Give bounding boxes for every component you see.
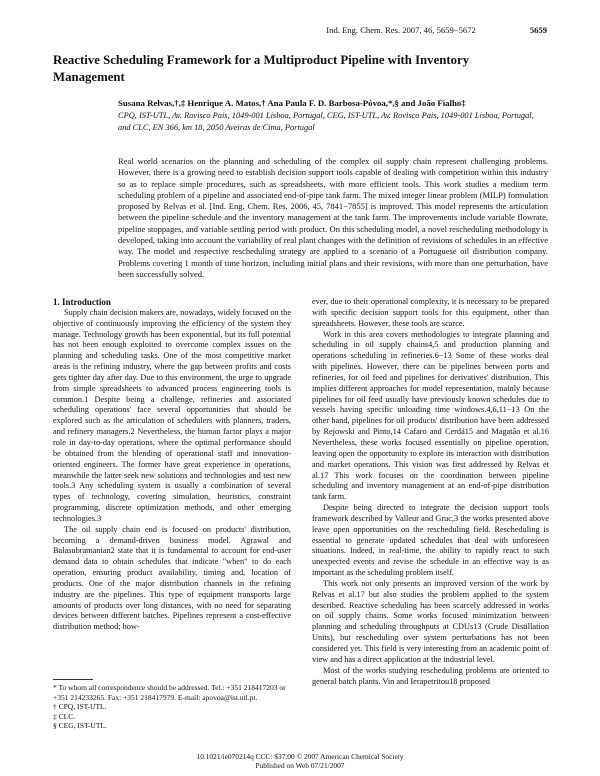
paragraph: Supply chain decision makers are, nowadays, widely focused on the objective of continuously improving the efficiency of the system they manage. Technology growth has been exponential, but its full potential has not been enough exploited to overcome complex issues on the planning and scheduling tasks. One of the most competitive market areas is the refining industry, where the gap between profits and costs gets tighter day after day. Due to this environment, the urge to upgrade from simple spreadsheets to advanced process engineering tools is common.1 Despite being a challenge, refineries and associated scheduling operations' face several opportunities that should be explored such as the articulation of schedulers with planners, traders, and refinery managers.2 Nevertheless, the human factor plays a major role in day-to-day operations, where the optimal performance should be obtained from the blending of operational staff and innovation-oriented engineers. The former have great experience in operations, meanwhile the latter seek new solutions and technologies and test new tools.3 Any scheduling system is usually a combination of several types of technology, covering simulation, heuristics, constraint programming, discrete optimization methods, and other emerging technologies.3	[53, 307, 291, 523]
doi-line: 10.1021/ie070214q CCC: $37.00 © 2007 American Chemical Society	[196, 752, 404, 761]
running-header	[205, 25, 547, 35]
author-list: Susana Relvas,†,‡ Henrique A. Matos,† Ana Paula F. D. Barbosa-Póvoa,*,§ and João Fialho‡	[118, 98, 466, 108]
paragraph: ever, due to their operational complexity, it is necessary to be prepared with specific decision support tools for this equipment, other than spreadsheets. However, these tools are scarce.	[312, 297, 549, 328]
page-number: 5659	[529, 25, 547, 35]
footnote-divider	[53, 679, 93, 680]
journal-citation: Ind. Eng. Chem. Res. 2007, 46, 5659−5672	[326, 25, 476, 35]
paragraph: This work not only presents an improved version of the work by Relvas et al.17 but also studies the problem applied to the system described. Reactive scheduling has been scarcely addressed in works on oil supply chains. Some works focused minimization between planning and scheduling throughputs at CDUs13 (Crude Distillation Units), but rescheduling over system perturbations has not been considered yet. This field is very interesting from an academic point of view and has a direct application at the industrial level.	[312, 578, 549, 664]
published-line: Published on Web 07/21/2007	[255, 760, 345, 770]
article-title: Reactive Scheduling Framework for a Multiproduct Pipeline with Inventory Management	[53, 53, 470, 84]
footnote-correspondence: * To whom all correspondence should be addressed. Tel.: +351 218417203 or +351 214233265. Fax: +351 218417979. E-mail: apovoa@ist.utl.pt.	[53, 683, 286, 702]
page-footer	[0, 753, 600, 770]
footnote: † CPQ, IST-UTL.	[53, 702, 107, 712]
paragraph: Work in this area covers methodologies to integrate planning and scheduling in oil supply chains4,5 and production planning and operations scheduling in refineries.6−13 Some of these works deal with pipelines. However, there can be pipelines between ports and refineries, for oil feed and pipelines for derivatives' distribution. This implies different approaches for model representation, mainly because pipelines for oil feed usually have previously known schedules due to vessels having specific unloading time windows.4,6,11−13 On the other hand, pipelines for oil products' distribution have been addressed by Rejowski and Pinto,14 Cafaro and Cerdá15 and Magatão et al.16 Nevertheless, these works focused essentially on pipeline operation, leaving open the opportunity to explore its interaction with distribution and market operations. This vision was first addressed by Relvas et al.17 This work focuses on the coordination between pipeline scheduling and inventory management at an end-of-pipe distribution tank farm.	[312, 329, 549, 502]
abstract: Real world scenarios on the planning and scheduling of the complex oil supply chain represent challenging problems. However, there is a growing need to establish decision support tools capable of dealing with competition within this industry so as to replace simple procedures, such as spreadsheets, with more efficient tools. This work studies a medium term scheduling problem of a pipeline and associated end-of-pipe tank farm. The mixed integer linear problem (MILP) formulation proposed by Relvas et al. [Ind. Eng. Chem. Res. 2006, 45, 7841−7855] is improved. This model represents the articulation between the pipeline schedule and the inventory management at the tank farm. The improvements include variable flowrate, pipeline stoppages, and variable settling period with product. On this scheduling model, a novel rescheduling methodology is developed, taking into account the variability of real plant changes with the definition of revisions of schedules in an effective way. The model and respective rescheduling strategy are applied to a scenario of a Portuguese oil distribution company. Problems covering 1 month of time horizon, including initial plans and their revisions, with more than one perturbation, have been successfully solved.	[118, 156, 548, 279]
section-heading: 1. Introduction	[53, 297, 111, 307]
paragraph: Despite being directed to integrate the decision support tools framework described by Valleur and Gruc,3 the works presented above leave open opportunities on the rescheduling field. Rescheduling is essential to generate updated schedules that deal with unforeseen situations. Indeed, in real-time, the ability to rapidly react to such unexpected events and revise the schedule in an effective way is as important as the scheduling problem itself.	[312, 503, 549, 578]
footnote: ‡ CLC.	[53, 711, 76, 721]
footnote: § CEG, IST-UTL.	[53, 721, 107, 731]
paragraph: The oil supply chain end is focused on products' distribution, becoming a demand-driven business model. Agrawal and Balasubramanian2 state that it is fundamental to account for end-user demand data to obtain schedules that indicate "when" to do each operation, ensuring product availability, timing and, location of products. One of the major distribution channels in the refining industry are the pipelines. This type of equipment transports large amounts of products over long distances, with no need for separating devices between different batches. Pipelines represent a cost-effective distribution method; how-	[53, 524, 291, 632]
right-column	[312, 297, 549, 687]
left-column	[53, 297, 291, 633]
paragraph: Most of the works studying rescheduling problems are oriented to general batch plants. Vin and Ierapetritou18 proposed	[312, 665, 549, 686]
footnotes	[53, 683, 291, 731]
affiliations: CPQ, IST-UTL, Av. Rovisco Pais, 1049-001 Lisboa, Portugal, CEG, IST-UTL, Av. Rovisco Pais, 1049-001 Lisboa, Portugal, and CLC, EN 366, km 18, 2050 Aveiras de Cima, Portugal	[118, 111, 534, 132]
